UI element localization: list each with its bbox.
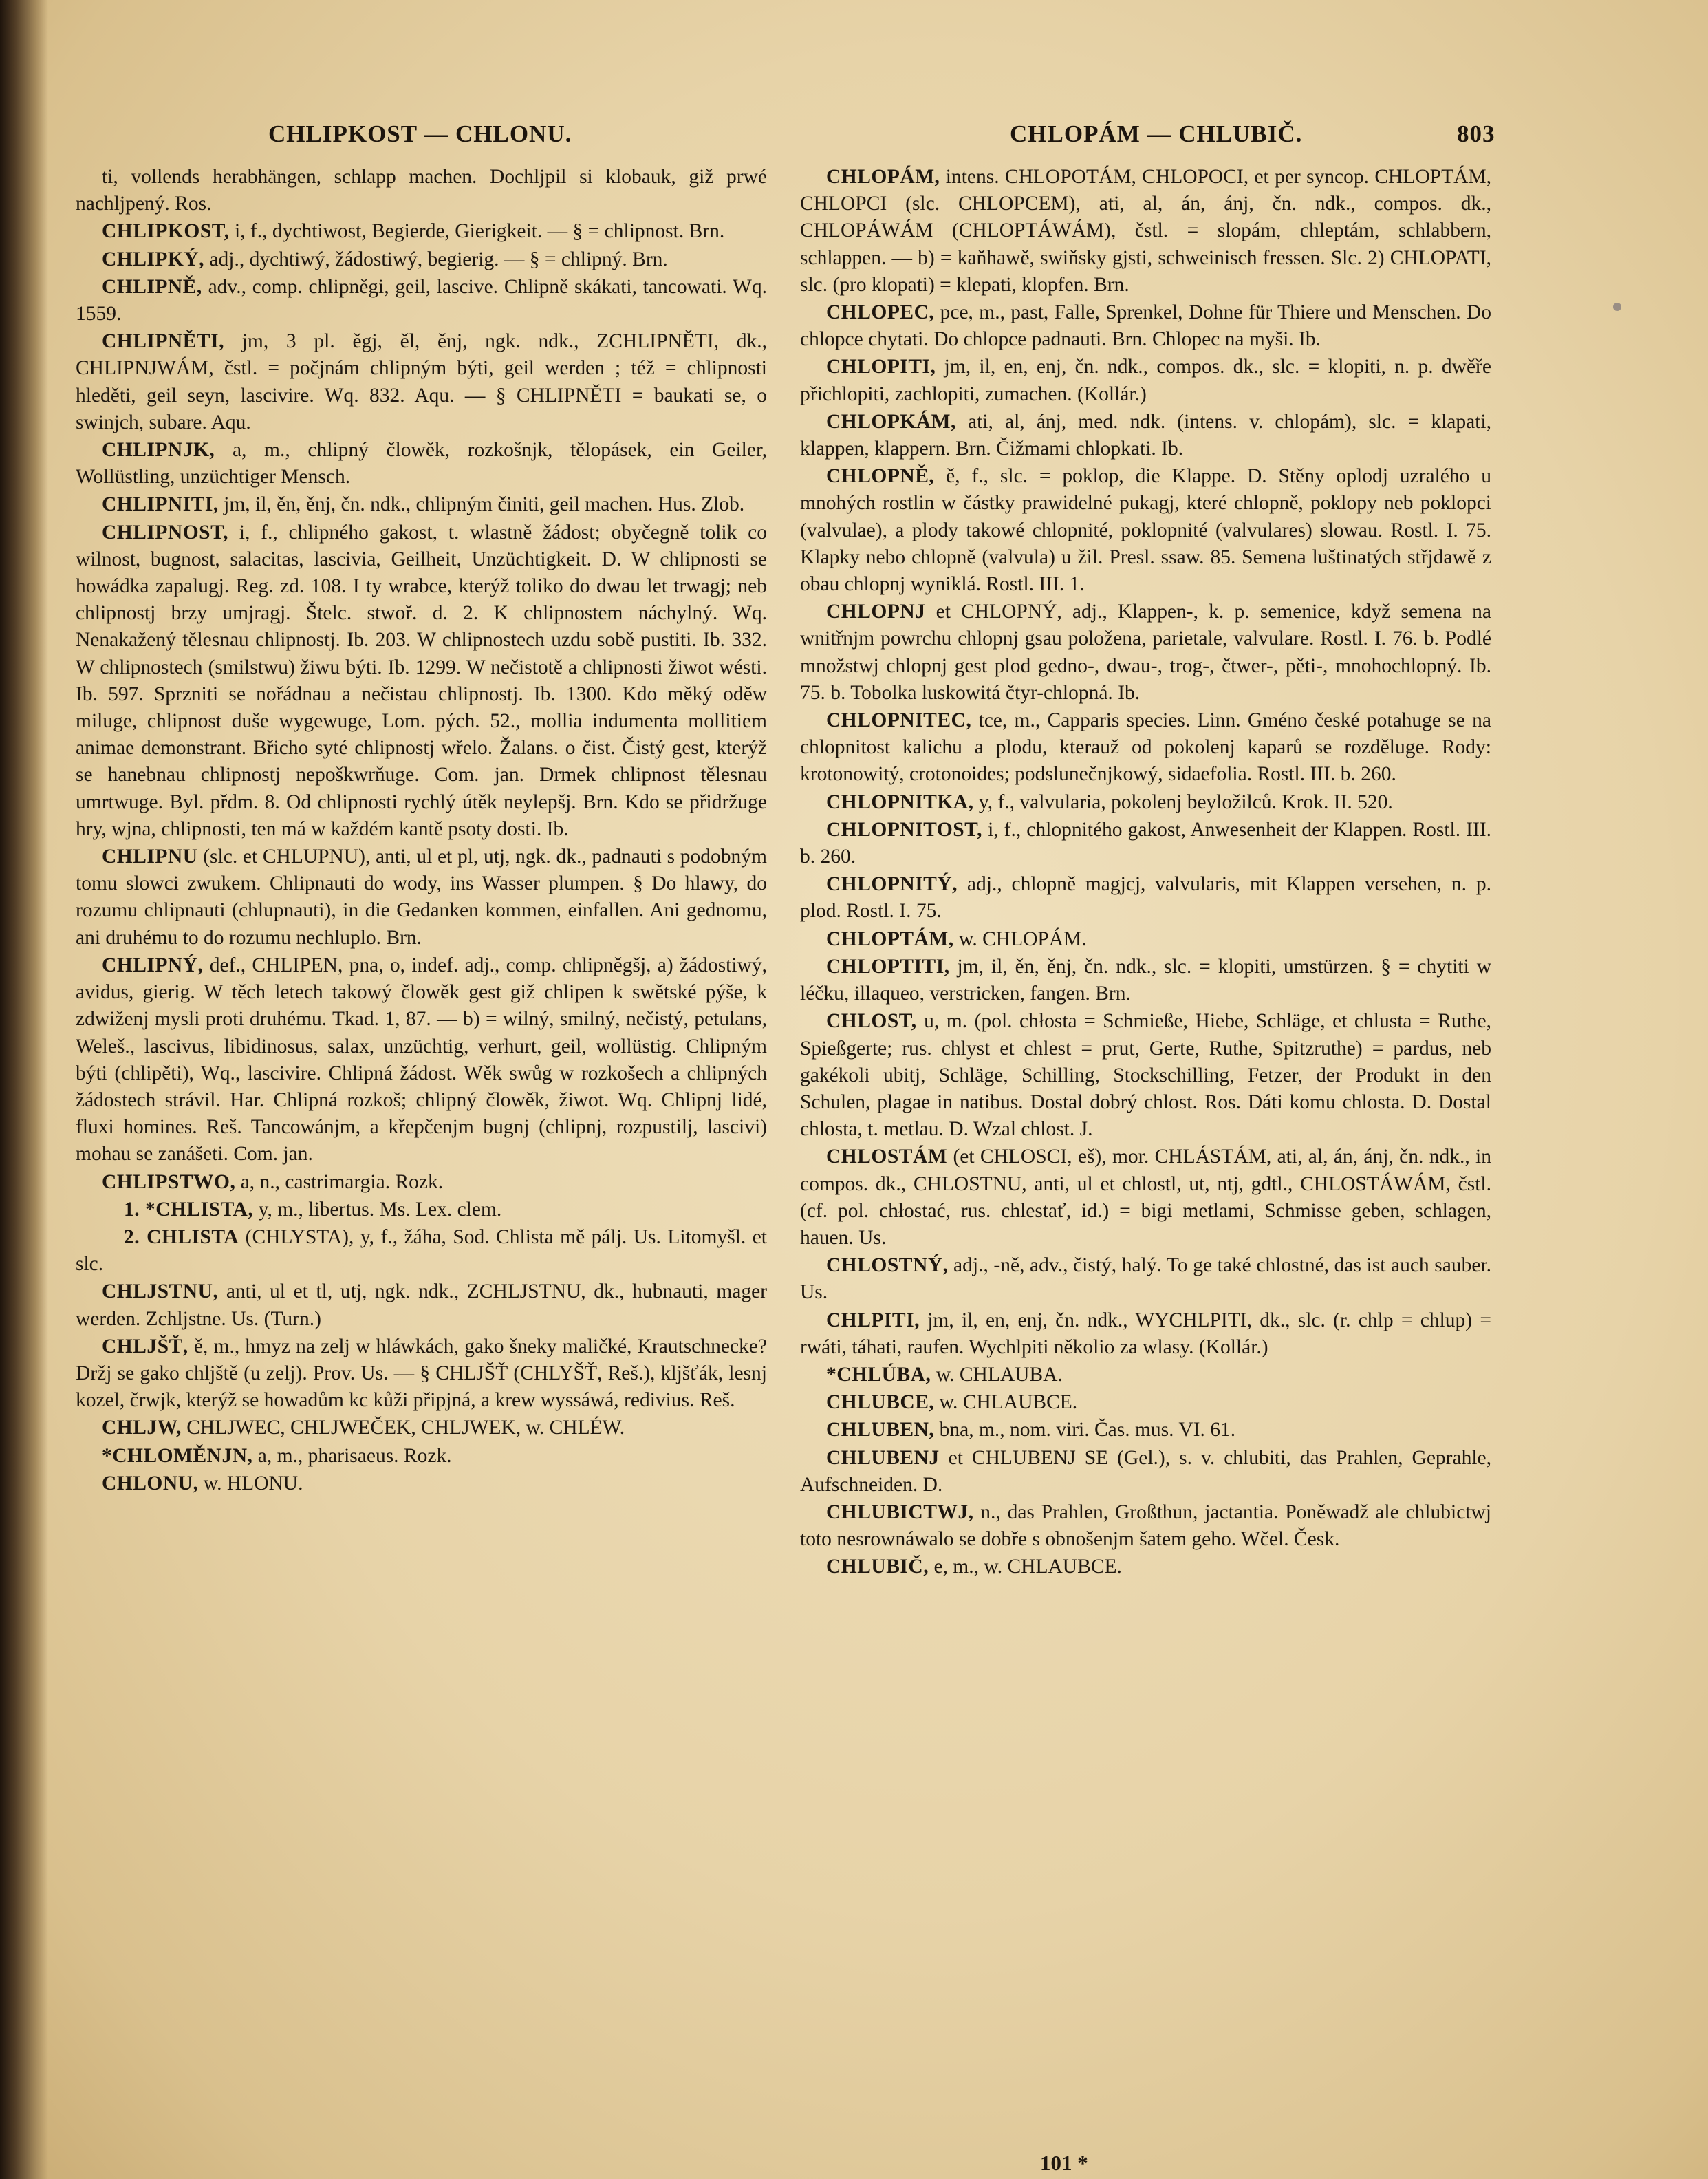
entry-text: y, m., libertus. Ms. Lex. clem.	[253, 1198, 502, 1221]
dictionary-entry	[800, 926, 1491, 953]
entry-text: ti, vollends herabhängen, schlapp machen. Dochljpil si klobauk, giž prwé nachljpený. Ros.	[76, 166, 767, 215]
dictionary-entry	[76, 844, 767, 952]
dictionary-entry	[800, 599, 1491, 707]
entry-text: w. CHLOPÁM.	[953, 927, 1087, 950]
entry-headword: CHLOPITI,	[826, 356, 936, 378]
entry-headword: CHLOPTÁM,	[826, 927, 954, 950]
entry-text: adj., -ně, adv., čistý, halý. To ge také chlostné, das ist auch sauber. Us.	[800, 1254, 1491, 1304]
dictionary-entry	[76, 1278, 767, 1332]
dictionary-entry	[800, 954, 1491, 1007]
entry-headword: CHLOSTÁM	[826, 1146, 948, 1168]
dictionary-entry	[800, 299, 1491, 353]
running-head-left: CHLIPKOST — CHLONU.	[268, 120, 572, 147]
entry-headword: CHLIPSTWO,	[102, 1170, 236, 1193]
binding-gutter-shadow	[0, 0, 48, 2179]
entry-headword: CHLOPNJ	[826, 601, 926, 623]
dictionary-entry	[76, 491, 767, 518]
entry-text: a, m., chlipný člowěk, rozkošnjk, tělopásek, ein Geiler, Wollüstling, unzüchtiger Mensch.	[76, 439, 767, 489]
dictionary-entry	[76, 1470, 767, 1497]
entry-text: adj., dychtiwý, žádostiwý, begierig. — § = chlipný. Brn.	[204, 248, 668, 270]
entry-headword: CHLIPKOST,	[102, 220, 230, 243]
entry-text: jm, il, ěn, ěnj, čn. ndk., slc. = klopiti, umstürzen. § = chytiti w léčku, illaqueo, verstricken, fangen. Brn.	[800, 955, 1491, 1005]
dictionary-entry	[800, 164, 1491, 299]
signature-mark: 101 *	[1040, 2151, 1088, 2175]
entry-headword: *CHLÚBA,	[826, 1363, 931, 1386]
page-number: 803	[1457, 120, 1495, 147]
entry-text: adv., comp. chlipněgi, geil, lascive. Chlipně skákati, tancowati. Wq. 1559.	[76, 275, 767, 325]
entry-text: tce, m., Capparis species. Linn. Gméno české potahuge se na chlopnitost kalichu a plodu, kterauž od pokolenj kaparů se rozděluge. Rody: krotonowitý, crotonoides; podslunečnjkowý, sidaefolia. Rostl. III. b. 260.	[800, 709, 1491, 786]
entry-text: e, m., w. CHLAUBCE.	[929, 1556, 1122, 1578]
dictionary-entry	[800, 354, 1491, 407]
entry-headword: 1. *CHLISTA,	[124, 1198, 254, 1221]
dictionary-entry	[76, 274, 767, 328]
entry-headword: CHLOPNĚ,	[826, 465, 935, 488]
dictionary-entry	[76, 1169, 767, 1196]
entry-headword: 2. CHLISTA	[124, 1225, 239, 1248]
dictionary-entry	[76, 952, 767, 1168]
entry-headword: CHLOSTNÝ,	[826, 1254, 949, 1277]
entry-headword: CHLJŠŤ,	[102, 1335, 188, 1357]
entry-text: n., das Prahlen, Großthun, jactantia. Poněwadž ale chlubictwj toto nesrownáwalo se dobře s obnošenjm šatem geho. Wčel. Česk.	[800, 1501, 1491, 1551]
entry-headword: CHLIPNĚTI,	[102, 330, 224, 353]
dictionary-entry	[76, 1224, 767, 1278]
entry-text: (slc. et CHLUPNU), anti, ul et pl, utj, ngk. dk., padnauti s podobným tomu slowci zwukem. Chlipnauti do wody, ins Wasser plumpen. § Do hlawy, do rozumu chlipnauti (chlupnauti), in die Gedanken kommen, einfallen. Ani gednomu, ani druhému to do rozumu nechluplo. Brn.	[76, 846, 767, 949]
entry-text: a, m., pharisaeus. Rozk.	[252, 1444, 452, 1467]
dictionary-entry	[800, 1008, 1491, 1143]
entry-text: jm, il, en, enj, čn. ndk., WYCHLPITI, dk., slc. (r. chlp = chlup) = rwáti, táhati, raufen. Wychlpiti několio za wlasy. (Kollár.)	[800, 1309, 1491, 1358]
entry-headword: CHLIPNITI,	[102, 493, 219, 516]
entry-headword: CHLIPNĚ,	[102, 275, 202, 298]
left-column	[76, 164, 767, 1498]
entry-text: w. CHLAUBA.	[931, 1363, 1063, 1386]
entry-text: def., CHLIPEN, pna, o, indef. adj., comp. chlipněgšj, a) žádostiwý, avidus, gierig. W těch letech takowý člowěk gest giž chlipen k swětské pýše, k zdwiženj mysli proti druhému. Tkad. 1, 87. — b) = wilný, smilný, nečistý, petulans, Weleš., lascivus, libidinosus, salax, unzüchtig, verhurt, geil, wollüstig. Chlipným býti (chlipěti), Wq., lascivire. Chlipná žádost. Wěk swůg w rozkošech a chlipných žádostech strávil. Har. Chlipná rozkoš; chlipný člowěk, žiwot. Wq. Chlipnj lidé, fluxi homines. Reš. Tancowánjm, a křepčenjm bugnj (chlipnj, rozpustilj, lascivi) mohau se zanášeti. Com. jan.	[76, 954, 767, 1166]
entry-text: bna, m., nom. viri. Čas. mus. VI. 61.	[934, 1419, 1236, 1441]
entry-text: ě, m., hmyz na zelj w hláwkách, gako šneky maličké, Krautschnecke? Držj se gako chljště (u zelj). Prov. Us. — § CHLJŠŤ (CHLYŠŤ, Reš.), kljšťák, lesnj kozel, črwjk, kterýž se howadům kc kůži připjná, a krew wyssáwá, redivius. Reš.	[76, 1335, 767, 1412]
dictionary-entry	[800, 1499, 1491, 1553]
entry-text: et CHLOPNÝ, adj., Klappen-, k. p. semenice, když semena na wnitřnjm powrchu chlopnj gsau položena, parietale, valvulare. Rostl. I. 76. b. Podlé množstwj chlopnj gest plod gedno-, dwau-, trog-, čtwer-, pěti-, mnohochlopný. Ib. 75. b. Tobolka luskowitá čtyr-chlopná. Ib.	[800, 601, 1491, 704]
dictionary-entry	[76, 218, 767, 245]
dictionary-entry	[76, 519, 767, 843]
entry-headword: *CHLOMĚNJN,	[102, 1444, 253, 1467]
entry-text: adj., chlopně magjcj, valvularis, mit Klappen versehen, n. p. plod. Rostl. I. 75.	[800, 873, 1491, 923]
entry-headword: CHLPITI,	[826, 1309, 920, 1331]
entry-text: intens. CHLOPOTÁM, CHLOPOCI, et per syncop. CHLOPTÁM, CHLOPCI (slc. CHLOPCEM), ati, al, án, ánj, čn. ndk., compos. dk., CHLOPÁWÁM (CHLOPTÁWÁM), čstl. = slopám, chleptám, schlabbern, schlappen. — b) = kaňhawě, swiňsky gjsti, schweinisch fressen. Slc. 2) CHLOPATI, slc. (pro klopati) = klepati, klopfen. Brn.	[800, 166, 1491, 296]
entry-text: pce, m., past, Falle, Sprenkel, Dohne für Thiere und Menschen. Do chlopce chytati. Do chlopce padnauti. Brn. Chlopec na myši. Ib.	[800, 301, 1491, 351]
entry-headword: CHLIPNOST,	[102, 521, 228, 544]
entry-text: u, m. (pol. chłosta = Schmieße, Hiebe, Schläge, et chlusta = Ruthe, Spießgerte; rus. chlyst et chlest = prut, Gerte, Ruthe, Spitzruthe) = pardus, neb gakékoli ubitj, Schläge, Schilling, Stockschilling, Fetzer, der Produkt in den Schulen, plagae in natibus. Dostal dobrý chlost. Ros. Dáti komu chlosta. D. Dostal chlosta, t. metlau. D. Wzal chlost. J.	[800, 1010, 1491, 1141]
entry-text: et CHLUBENJ SE (Gel.), s. v. chlubiti, das Prahlen, Geprahle, Aufschneiden. D.	[800, 1446, 1491, 1496]
entry-headword: CHLJSTNU,	[102, 1280, 219, 1303]
ink-smudge	[1613, 303, 1621, 311]
dictionary-entry	[800, 789, 1491, 816]
dictionary-entry	[800, 817, 1491, 870]
entry-headword: CHLONU,	[102, 1472, 199, 1494]
dictionary-entry	[800, 707, 1491, 788]
right-column	[800, 164, 1491, 1582]
entry-text: CHLJWEC, CHLJWEČEK, CHLJWEK, w. CHLÉW.	[181, 1417, 625, 1439]
entry-text: jm, il, ěn, ěnj, čn. ndk., chlipným činiti, geil machen. Hus. Zlob.	[218, 493, 745, 516]
entry-headword: CHLOPNITOST,	[826, 818, 983, 841]
dictionary-entry	[800, 1307, 1491, 1361]
entry-text: w. CHLAUBCE.	[934, 1391, 1078, 1414]
dictionary-entry	[800, 871, 1491, 925]
entry-headword: CHLOPNITÝ,	[826, 873, 958, 896]
entry-text: y, f., valvularia, pokolenj beyložilců. Krok. II. 520.	[973, 791, 1393, 813]
entry-headword: CHLUBIČ,	[826, 1556, 929, 1578]
entry-headword: CHLIPKÝ,	[102, 248, 205, 270]
entry-headword: CHLUBEN,	[826, 1419, 935, 1441]
entry-text: ati, al, ánj, med. ndk. (intens. v. chlopám), slc. = klapati, klappen, klappern. Brn. Čižmami chlopkati. Ib.	[800, 410, 1491, 460]
dictionary-entry	[76, 1443, 767, 1470]
entry-headword: CHLOPNITKA,	[826, 791, 974, 813]
dictionary-entry	[800, 1252, 1491, 1306]
entry-text: i, f., dychtiwost, Begierde, Gierigkeit. — § = chlipnost. Brn.	[229, 220, 725, 243]
entry-headword: CHLOPNITEC,	[826, 709, 972, 732]
dictionary-entry	[76, 328, 767, 436]
entry-headword: CHLOST,	[826, 1010, 917, 1033]
dictionary-entry	[76, 246, 767, 273]
entry-headword: CHLOPTITI,	[826, 955, 950, 978]
dictionary-entry	[800, 1144, 1491, 1252]
dictionary-entry	[800, 1362, 1491, 1388]
dictionary-entry	[800, 1389, 1491, 1416]
entry-headword: CHLIPNÝ,	[102, 954, 204, 976]
entry-headword: CHLOPKÁM,	[826, 410, 956, 433]
entry-headword: CHLUBICTWJ,	[826, 1501, 974, 1523]
entry-text: (CHLYSTA), y, f., žáha, Sod. Chlista mě pálj. Us. Litomyšl. et slc.	[76, 1225, 767, 1276]
dictionary-entry	[76, 1333, 767, 1415]
running-head-right: CHLOPÁM — CHLUBIČ.	[1010, 120, 1303, 147]
dictionary-entry	[800, 463, 1491, 598]
entry-text: a, n., castrimargia. Rozk.	[235, 1170, 444, 1193]
entry-text: i, f., chlopnitého gakost, Anwesenheit der Klappen. Rostl. III. b. 260.	[800, 818, 1491, 868]
entry-headword: CHLUBENJ	[826, 1446, 940, 1469]
entry-headword: CHLUBCE,	[826, 1391, 935, 1414]
entry-headword: CHLIPNU	[102, 846, 198, 868]
entry-text: i, f., chlipného gakost, t. wlastně žádost; obyčegně tolik co wilnost, bugnost, salacitas, lascivia, Geilheit, Unzüchtigkeit. D. W chlipnosti se howádka zapalugj. Reg. zd. 108. I ty wrabce, kterýž toliko do dwau let trwagj; neb chlipnostj brzy umjragj. Štelc. stwoř. d. 2. K chlipnostem náchylný. Wq. Nenakažený tělesnau chlipnostj. Ib. 203. W chlipnostech uzdu sobě pustiti. Ib. 332. W chlipnostech (smilstwu) žiwu býti. Ib. 1299. W nečistotě a chlipnosti žiwot wésti. Ib. 597. Sprzniti se nořádnau a nečistau chlipnostj. Ib. 1300. Kdo měký oděw miluge, chlipnost duše wygewuge, Lom. pých. 52., mollia indumenta mollitiem animae demonstrant. Břicho syté chlipnostj wřelo. Žalans. o čist. Čistý gest, kterýž se hanebnau chlipnostj nepoškwrňuge. Com. jan. Drmek chlipnost tělesnau umrtwuge. Byl. přdm. 8. Od chlipnosti rychlý útěk neylepšj. Brn. Kdo se přidržuge hry, wjna, chlipnosti, ten má w každém kantě psoty dosti. Ib.	[76, 521, 767, 840]
entry-text: (et CHLOSCI, eš), mor. CHLÁSTÁM, ati, al, án, ánj, čn. ndk., in compos. dk., CHLOSTNU, anti, ul et chlostl, ut, ntj, gdtl., CHLOSTÁWÁM, čstl. (cf. pol. chłostać, rus. chlestať, id.) = bigi metlami, Schmisse geben, schlagen, hauen. Us.	[800, 1146, 1491, 1249]
dictionary-entry	[76, 164, 767, 217]
dictionary-entry	[800, 1554, 1491, 1580]
entry-headword: CHLOPÁM,	[826, 166, 940, 188]
entry-headword: CHLIPNJK,	[102, 439, 215, 462]
entry-headword: CHLJW,	[102, 1417, 182, 1439]
entry-text: ě, f., slc. = poklop, die Klappe. D. Stěny oplodj uzralého u mnohých rostlin w částky prawidelné pukagj, které chlopně, poklopy neb poklopci (valvulae), a plody takowé chlopnité, poklopnité (valvulares) slowau. Rostl. I. 75. Klapky nebo chlopně (valvula) u žil. Presl. ssaw. 85. Semena luštinatých střjdawě z obau chlopnj wyniklá. Rostl. III. 1.	[800, 465, 1491, 596]
entry-text: w. HLONU.	[198, 1472, 303, 1494]
entry-headword: CHLOPEC,	[826, 301, 935, 324]
entry-text: anti, ul et tl, utj, ngk. ndk., ZCHLJSTNU, dk., hubnauti, mager werden. Zchljstne. Us. (Turn.)	[76, 1280, 767, 1330]
entry-text: jm, 3 pl. ěgj, ěl, ěnj, ngk. ndk., ZCHLIPNĚTI, dk., CHLIPNJWÁM, čstl. = počjnám chlipným býti, geil werden ; též = chlipnosti hleděti, geil seyn, lascivire. Wq. 832. Aqu. — § CHLIPNĚTI = baukati se, o swinjch, subare. Aqu.	[76, 330, 767, 433]
entry-text: jm, il, en, enj, čn. ndk., compos. dk., slc. = klopiti, n. p. dwěře přichlopiti, zachlopiti, zumachen. (Kollár.)	[800, 356, 1491, 405]
dictionary-entry	[76, 1415, 767, 1441]
dictionary-entry	[800, 409, 1491, 462]
dictionary-entry	[800, 1417, 1491, 1443]
dictionary-entry	[800, 1445, 1491, 1499]
dictionary-entry	[76, 1196, 767, 1223]
dictionary-entry	[76, 437, 767, 491]
